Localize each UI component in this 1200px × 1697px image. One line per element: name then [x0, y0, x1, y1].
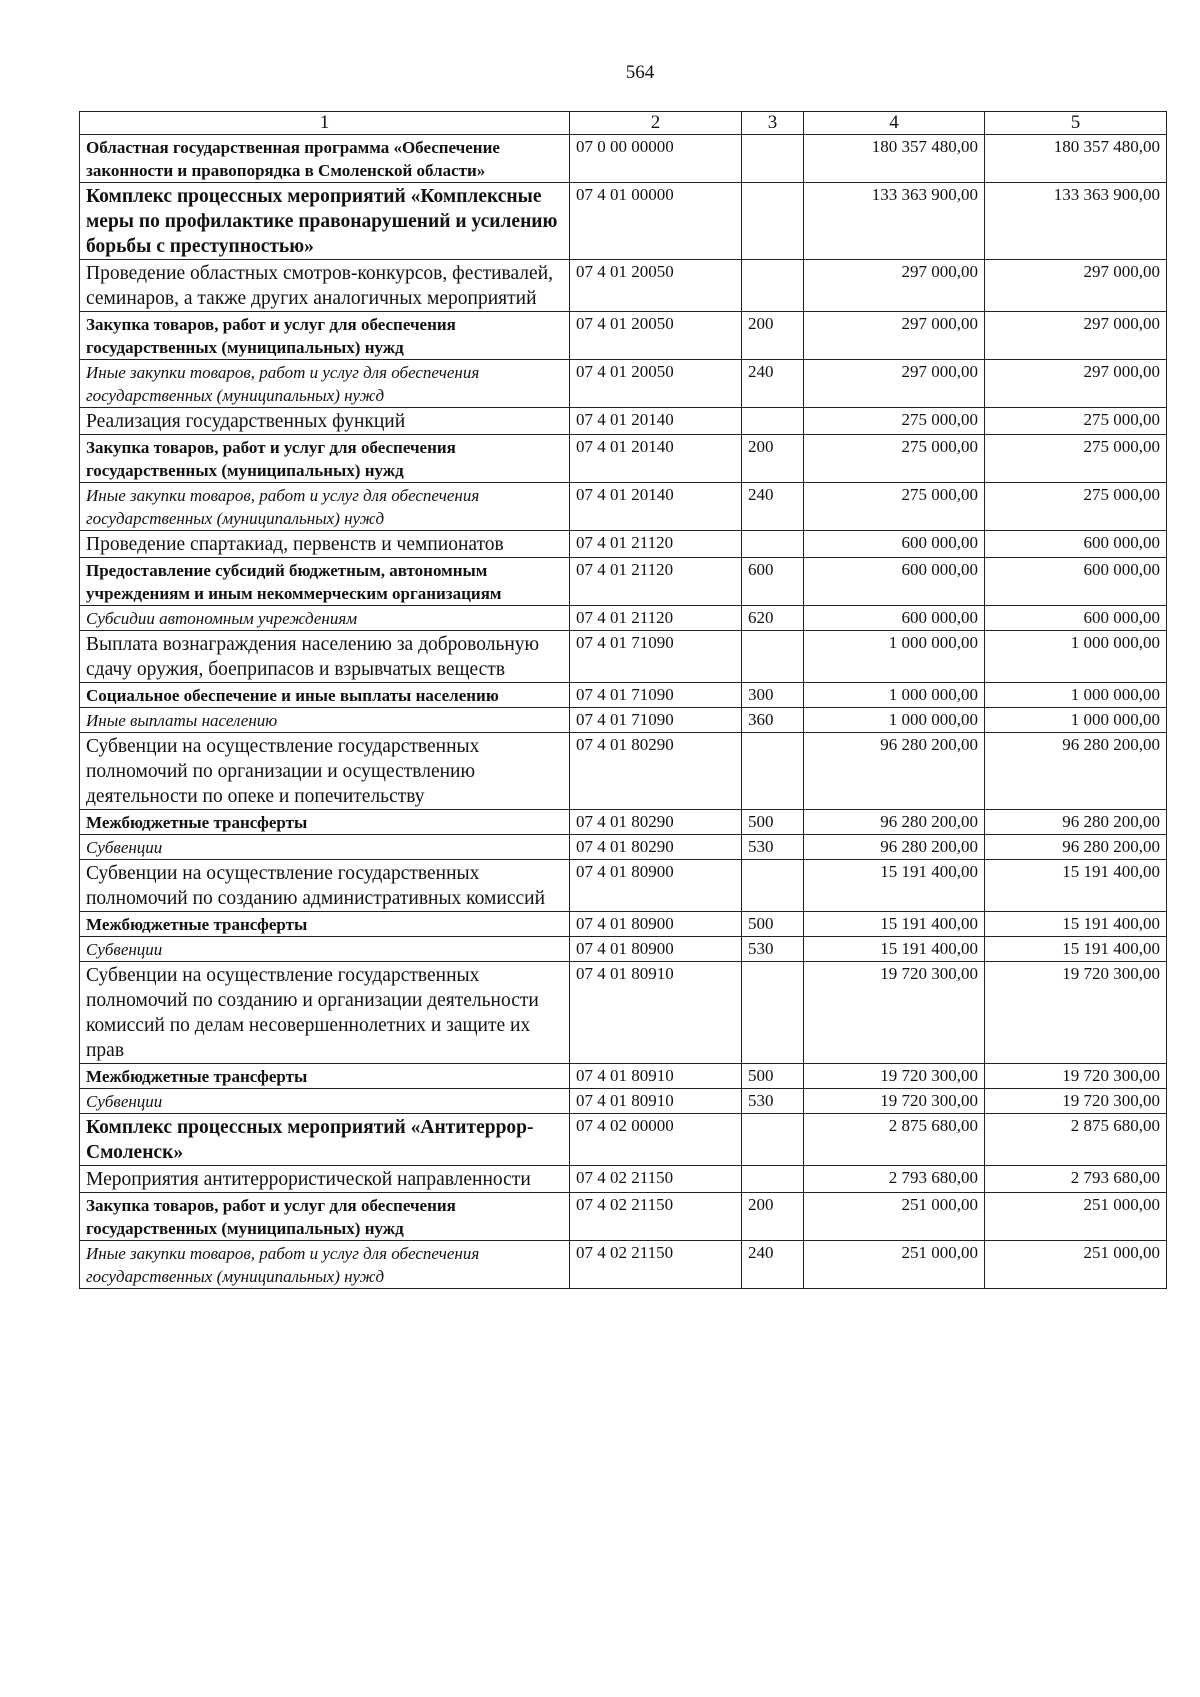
- target-article-code: 07 4 01 20140: [570, 408, 742, 435]
- row-name: Социальное обеспечение и иные выплаты населению: [80, 683, 570, 708]
- target-article-code: 07 4 01 80290: [570, 810, 742, 835]
- amount-col-4: 133 363 900,00: [804, 183, 985, 260]
- header-col-5: 5: [985, 112, 1167, 135]
- amount-col-5: 19 720 300,00: [985, 962, 1167, 1064]
- expense-type-code: 240: [742, 360, 804, 408]
- amount-col-5: 297 000,00: [985, 260, 1167, 312]
- expense-type-code: 360: [742, 708, 804, 733]
- table-row: [80, 1114, 1167, 1166]
- row-name: Иные закупки товаров, работ и услуг для обеспечения государственных (муниципальных) нужд: [80, 360, 570, 408]
- amount-col-4: 275 000,00: [804, 408, 985, 435]
- amount-col-5: 2 875 680,00: [985, 1114, 1167, 1166]
- expense-type-code: [742, 860, 804, 912]
- row-name: Закупка товаров, работ и услуг для обеспечения государственных (муниципальных) нужд: [80, 1193, 570, 1241]
- table-row: [80, 1166, 1167, 1193]
- amount-col-4: 2 793 680,00: [804, 1166, 985, 1193]
- amount-col-4: 15 191 400,00: [804, 860, 985, 912]
- target-article-code: 07 4 01 20050: [570, 312, 742, 360]
- amount-col-4: 1 000 000,00: [804, 683, 985, 708]
- amount-col-4: 1 000 000,00: [804, 708, 985, 733]
- table-row: [80, 408, 1167, 435]
- row-name: Предоставление субсидий бюджетным, автономным учреждениям и иным некоммерческим организациям: [80, 558, 570, 606]
- amount-col-4: 2 875 680,00: [804, 1114, 985, 1166]
- target-article-code: 07 4 01 80900: [570, 912, 742, 937]
- row-name: Субвенции: [80, 937, 570, 962]
- amount-col-5: 180 357 480,00: [985, 135, 1167, 183]
- amount-col-5: 96 280 200,00: [985, 733, 1167, 810]
- target-article-code: 07 4 01 21120: [570, 558, 742, 606]
- amount-col-4: 251 000,00: [804, 1241, 985, 1289]
- expense-type-code: [742, 135, 804, 183]
- row-name: Иные закупки товаров, работ и услуг для обеспечения государственных (муниципальных) нужд: [80, 483, 570, 531]
- target-article-code: 07 4 02 21150: [570, 1166, 742, 1193]
- header-col-2: 2: [570, 112, 742, 135]
- target-article-code: 07 4 01 20050: [570, 360, 742, 408]
- table-row: [80, 312, 1167, 360]
- amount-col-5: 19 720 300,00: [985, 1089, 1167, 1114]
- amount-col-5: 96 280 200,00: [985, 835, 1167, 860]
- target-article-code: 07 4 02 21150: [570, 1241, 742, 1289]
- expense-type-code: [742, 183, 804, 260]
- table-row: [80, 631, 1167, 683]
- expense-type-code: [742, 531, 804, 558]
- amount-col-4: 275 000,00: [804, 483, 985, 531]
- row-name: Мероприятия антитеррористической направленности: [80, 1166, 570, 1193]
- row-name: Проведение областных смотров-конкурсов, фестивалей, семинаров, а также других аналогичных мероприятий: [80, 260, 570, 312]
- page-number: 564: [625, 62, 655, 83]
- table-row: [80, 683, 1167, 708]
- amount-col-5: 297 000,00: [985, 312, 1167, 360]
- expense-type-code: [742, 260, 804, 312]
- row-name: Субсидии автономным учреждениям: [80, 606, 570, 631]
- row-name: Закупка товаров, работ и услуг для обеспечения государственных (муниципальных) нужд: [80, 312, 570, 360]
- amount-col-5: 1 000 000,00: [985, 631, 1167, 683]
- table-row: [80, 962, 1167, 1064]
- expense-type-code: [742, 962, 804, 1064]
- amount-col-4: 600 000,00: [804, 531, 985, 558]
- expense-type-code: 200: [742, 312, 804, 360]
- expense-type-code: 620: [742, 606, 804, 631]
- amount-col-5: 1 000 000,00: [985, 683, 1167, 708]
- expense-type-code: 600: [742, 558, 804, 606]
- amount-col-4: 19 720 300,00: [804, 962, 985, 1064]
- table-row: [80, 260, 1167, 312]
- expense-type-code: 530: [742, 835, 804, 860]
- row-name: Субвенции на осуществление государственных полномочий по организации и осуществлению деятельности по опеке и попечительству: [80, 733, 570, 810]
- header-col-3: 3: [742, 112, 804, 135]
- amount-col-5: 600 000,00: [985, 531, 1167, 558]
- row-name: Межбюджетные трансферты: [80, 1064, 570, 1089]
- table-row: [80, 708, 1167, 733]
- table-row: [80, 606, 1167, 631]
- header-row: [80, 112, 1167, 135]
- target-article-code: 07 4 01 80910: [570, 1064, 742, 1089]
- expense-type-code: 530: [742, 1089, 804, 1114]
- table-row: [80, 860, 1167, 912]
- amount-col-4: 96 280 200,00: [804, 733, 985, 810]
- amount-col-5: 275 000,00: [985, 408, 1167, 435]
- table-row: [80, 1193, 1167, 1241]
- table-row: [80, 912, 1167, 937]
- expense-type-code: 240: [742, 483, 804, 531]
- expense-type-code: [742, 631, 804, 683]
- amount-col-5: 600 000,00: [985, 558, 1167, 606]
- target-article-code: 07 4 01 80910: [570, 1089, 742, 1114]
- amount-col-5: 2 793 680,00: [985, 1166, 1167, 1193]
- target-article-code: 07 4 01 21120: [570, 606, 742, 631]
- table-row: [80, 835, 1167, 860]
- expense-type-code: 200: [742, 1193, 804, 1241]
- amount-col-5: 15 191 400,00: [985, 937, 1167, 962]
- row-name: Областная государственная программа «Обеспечение законности и правопорядка в Смоленской области»: [80, 135, 570, 183]
- target-article-code: 07 4 01 71090: [570, 631, 742, 683]
- amount-col-5: 251 000,00: [985, 1241, 1167, 1289]
- amount-col-4: 96 280 200,00: [804, 835, 985, 860]
- target-article-code: 07 4 01 00000: [570, 183, 742, 260]
- row-name: Субвенции: [80, 835, 570, 860]
- table-body: [80, 135, 1167, 1289]
- amount-col-5: 275 000,00: [985, 483, 1167, 531]
- amount-col-5: 15 191 400,00: [985, 912, 1167, 937]
- amount-col-4: 19 720 300,00: [804, 1064, 985, 1089]
- target-article-code: 07 4 01 80900: [570, 937, 742, 962]
- amount-col-5: 133 363 900,00: [985, 183, 1167, 260]
- row-name: Субвенции на осуществление государственных полномочий по созданию административных комиссий: [80, 860, 570, 912]
- row-name: Проведение спартакиад, первенств и чемпионатов: [80, 531, 570, 558]
- table-row: [80, 135, 1167, 183]
- amount-col-4: 297 000,00: [804, 312, 985, 360]
- expense-type-code: [742, 733, 804, 810]
- amount-col-4: 600 000,00: [804, 558, 985, 606]
- target-article-code: 07 4 01 20140: [570, 435, 742, 483]
- row-name: Комплекс процессных мероприятий «Антитеррор-Смоленск»: [80, 1114, 570, 1166]
- expense-type-code: [742, 1166, 804, 1193]
- expense-type-code: [742, 408, 804, 435]
- row-name: Закупка товаров, работ и услуг для обеспечения государственных (муниципальных) нужд: [80, 435, 570, 483]
- row-name: Межбюджетные трансферты: [80, 912, 570, 937]
- expense-type-code: [742, 1114, 804, 1166]
- target-article-code: 07 4 01 21120: [570, 531, 742, 558]
- target-article-code: 07 4 01 80290: [570, 835, 742, 860]
- expense-type-code: 240: [742, 1241, 804, 1289]
- amount-col-5: 19 720 300,00: [985, 1064, 1167, 1089]
- expense-type-code: 500: [742, 1064, 804, 1089]
- budget-table: [79, 111, 1167, 1289]
- amount-col-5: 600 000,00: [985, 606, 1167, 631]
- target-article-code: 07 4 01 71090: [570, 683, 742, 708]
- table-row: [80, 360, 1167, 408]
- expense-type-code: 500: [742, 912, 804, 937]
- amount-col-5: 1 000 000,00: [985, 708, 1167, 733]
- row-name: Выплата вознаграждения населению за добровольную сдачу оружия, боеприпасов и взрывчатых веществ: [80, 631, 570, 683]
- table-row: [80, 810, 1167, 835]
- amount-col-4: 15 191 400,00: [804, 937, 985, 962]
- row-name: Субвенции на осуществление государственных полномочий по созданию и организации деятельности комиссий по делам несовершеннолетних и защите их прав: [80, 962, 570, 1064]
- amount-col-5: 297 000,00: [985, 360, 1167, 408]
- target-article-code: 07 4 02 00000: [570, 1114, 742, 1166]
- table-row: [80, 937, 1167, 962]
- expense-type-code: 200: [742, 435, 804, 483]
- table-row: [80, 733, 1167, 810]
- target-article-code: 07 4 01 20140: [570, 483, 742, 531]
- target-article-code: 07 4 01 80900: [570, 860, 742, 912]
- target-article-code: 07 4 01 20050: [570, 260, 742, 312]
- amount-col-5: 275 000,00: [985, 435, 1167, 483]
- table-row: [80, 558, 1167, 606]
- amount-col-5: 96 280 200,00: [985, 810, 1167, 835]
- amount-col-4: 19 720 300,00: [804, 1089, 985, 1114]
- amount-col-4: 15 191 400,00: [804, 912, 985, 937]
- table-row: [80, 531, 1167, 558]
- target-article-code: 07 4 02 21150: [570, 1193, 742, 1241]
- target-article-code: 07 4 01 71090: [570, 708, 742, 733]
- row-name: Комплекс процессных мероприятий «Комплексные меры по профилактике правонарушений и усилению борьбы с преступностью»: [80, 183, 570, 260]
- header-col-1: 1: [80, 112, 570, 135]
- row-name: Субвенции: [80, 1089, 570, 1114]
- amount-col-4: 180 357 480,00: [804, 135, 985, 183]
- table-row: [80, 483, 1167, 531]
- target-article-code: 07 4 01 80910: [570, 962, 742, 1064]
- table-row: [80, 1089, 1167, 1114]
- amount-col-4: 600 000,00: [804, 606, 985, 631]
- amount-col-4: 96 280 200,00: [804, 810, 985, 835]
- amount-col-4: 275 000,00: [804, 435, 985, 483]
- row-name: Реализация государственных функций: [80, 408, 570, 435]
- row-name: Иные выплаты населению: [80, 708, 570, 733]
- amount-col-5: 251 000,00: [985, 1193, 1167, 1241]
- amount-col-5: 15 191 400,00: [985, 860, 1167, 912]
- table-row: [80, 1064, 1167, 1089]
- expense-type-code: 500: [742, 810, 804, 835]
- table-row: [80, 435, 1167, 483]
- expense-type-code: 300: [742, 683, 804, 708]
- amount-col-4: 1 000 000,00: [804, 631, 985, 683]
- amount-col-4: 297 000,00: [804, 260, 985, 312]
- target-article-code: 07 0 00 00000: [570, 135, 742, 183]
- row-name: Иные закупки товаров, работ и услуг для обеспечения государственных (муниципальных) нужд: [80, 1241, 570, 1289]
- header-col-4: 4: [804, 112, 985, 135]
- table-row: [80, 183, 1167, 260]
- row-name: Межбюджетные трансферты: [80, 810, 570, 835]
- expense-type-code: 530: [742, 937, 804, 962]
- amount-col-4: 297 000,00: [804, 360, 985, 408]
- amount-col-4: 251 000,00: [804, 1193, 985, 1241]
- table-row: [80, 1241, 1167, 1289]
- target-article-code: 07 4 01 80290: [570, 733, 742, 810]
